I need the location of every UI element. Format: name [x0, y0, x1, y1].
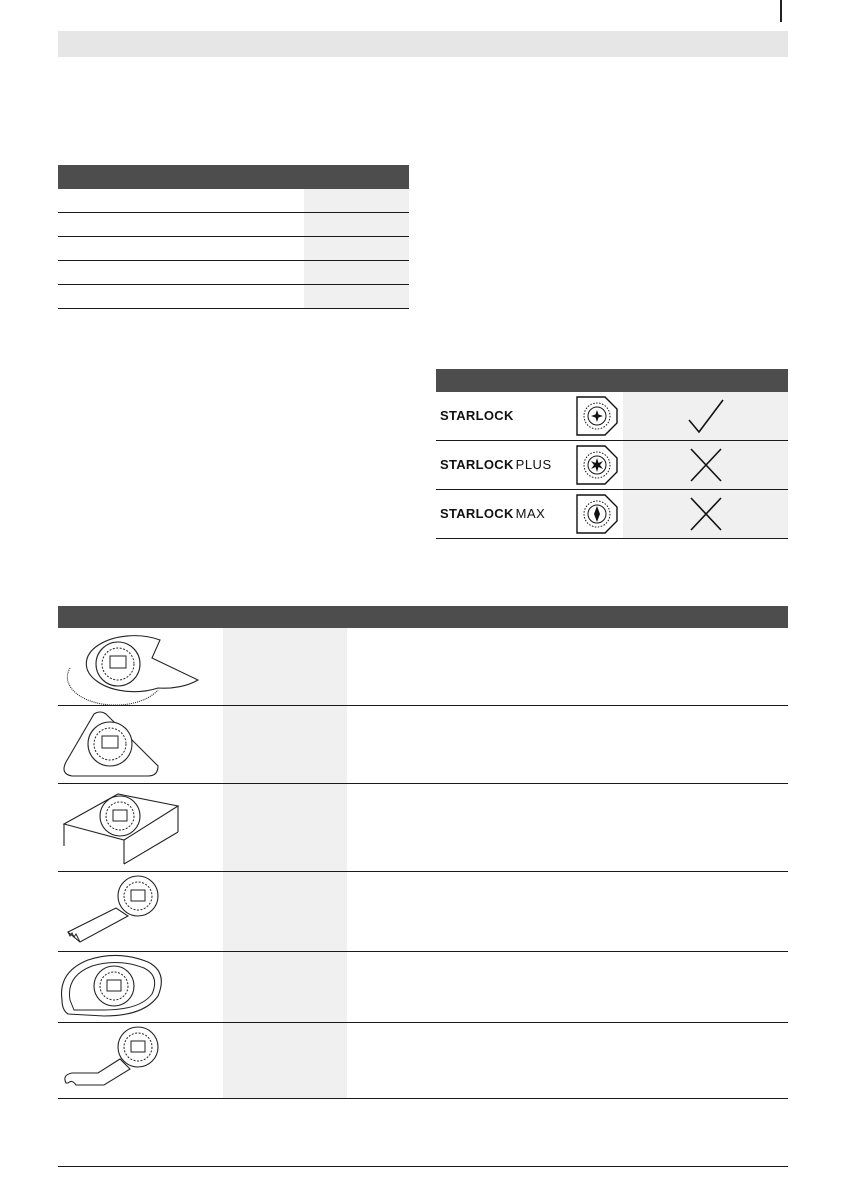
starlock-max-logo: [440, 502, 545, 524]
table-row: [58, 872, 788, 952]
grey-cell: [223, 706, 347, 783]
brand-name: STARLOCK: [440, 505, 514, 521]
grey-cell: [223, 952, 347, 1022]
grey-cell: [223, 628, 347, 705]
delta-sanding-plate-icon: [58, 706, 223, 783]
grey-cell: [223, 872, 347, 951]
compatibility-mark-cell: [623, 490, 788, 538]
brand-name: STARLOCK: [440, 407, 514, 423]
brand-suffix: PLUS: [515, 456, 552, 472]
table-row: [58, 261, 409, 285]
starlock-max-mount-icon: [575, 493, 619, 535]
accessories-table: [58, 606, 788, 1099]
scraper-blade-icon: [58, 784, 223, 871]
parameters-table: [58, 165, 409, 309]
page-header-bar: [58, 31, 788, 57]
table-row: [58, 189, 409, 213]
plunge-cut-saw-blade-icon: [58, 872, 223, 951]
cross-icon: [685, 445, 727, 485]
brand-suffix: MAX: [515, 505, 546, 521]
compatibility-mark-cell: [623, 392, 788, 440]
check-icon: [685, 396, 727, 436]
compatibility-row-starlock-max: [436, 490, 788, 539]
hooked-cutter-blade-icon: [58, 1023, 223, 1098]
mount-compatibility-table: [436, 369, 788, 539]
table-row: [58, 213, 409, 237]
starlock-mount-icon: [575, 395, 619, 437]
cross-icon: [685, 494, 727, 534]
brand-name: STARLOCK: [440, 456, 514, 472]
compatibility-mark-cell: [623, 441, 788, 489]
carbide-rasp-plate-icon: [58, 952, 223, 1022]
starlock-plus-logo: [440, 453, 552, 475]
parameters-table-header: [58, 165, 409, 189]
starlock-plus-mount-icon: [575, 444, 619, 486]
table-row: [58, 1023, 788, 1099]
table-row: [58, 628, 788, 706]
table-row: [58, 706, 788, 784]
table-row: [58, 952, 788, 1023]
compatibility-row-starlock: [436, 392, 788, 441]
segment-saw-blade-icon: [58, 628, 223, 705]
table-row: [58, 784, 788, 872]
grey-cell: [223, 784, 347, 871]
page-edge-marker: [780, 0, 782, 22]
accessories-table-header: [58, 606, 788, 628]
table-row: [58, 237, 409, 261]
grey-cell: [223, 1023, 347, 1098]
starlock-logo: [440, 404, 516, 426]
table-row: [58, 285, 409, 309]
page-footer-rule: [58, 1166, 788, 1167]
compatibility-table-header: [436, 369, 788, 392]
compatibility-row-starlock-plus: [436, 441, 788, 490]
